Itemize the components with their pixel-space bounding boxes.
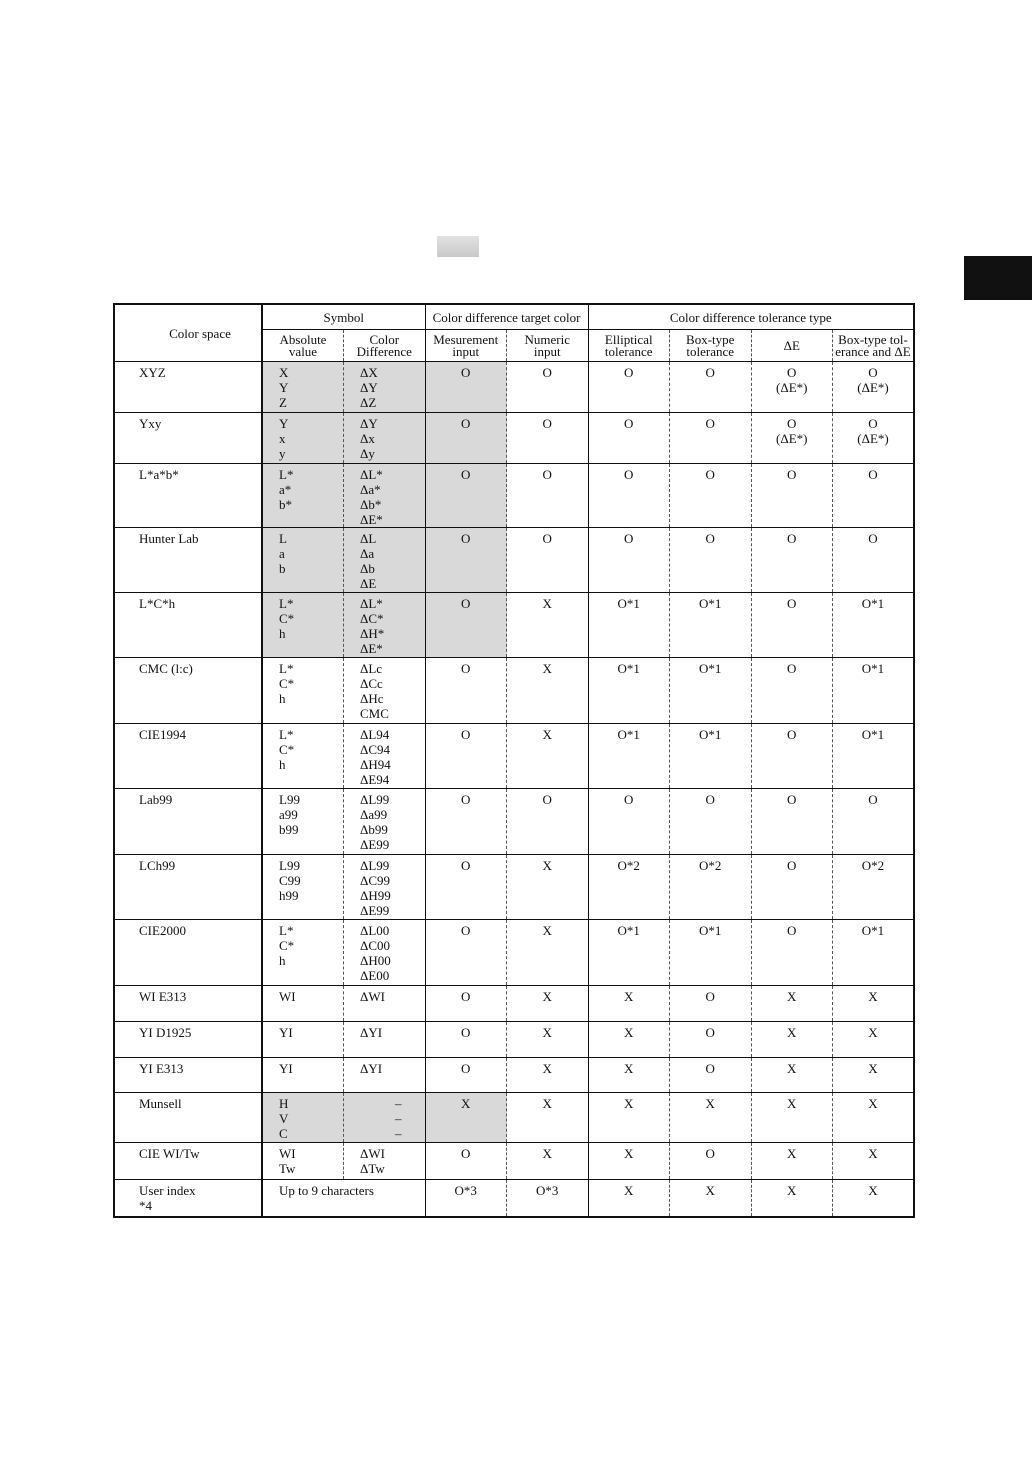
numeric-input-value: X [507, 593, 589, 658]
box-type-and-delta-e-value: O*1 [833, 658, 915, 724]
table-row [114, 855, 914, 920]
box-type-tolerance-value: O [670, 464, 752, 528]
numeric-input-value: X [507, 1093, 589, 1143]
measurement-input-value: O [425, 528, 507, 593]
header-box-type-and-delta-e: Box-type tol- erance and ΔE [833, 330, 915, 362]
measurement-input-value: O [425, 658, 507, 724]
absolute-value-symbols: L* C* h [262, 658, 344, 724]
color-space-name: YI E313 [114, 1058, 262, 1093]
box-type-and-delta-e-value: O (ΔE*) [833, 362, 915, 413]
absolute-value-symbols: L* a* b* [262, 464, 344, 528]
delta-e-value: O [751, 658, 833, 724]
color-difference-symbols: ΔYI [344, 1022, 426, 1058]
elliptical-tolerance-value: X [588, 1180, 670, 1217]
delta-e-value: O [751, 724, 833, 789]
color-difference-symbols: ΔLc ΔCc ΔHc CMC [344, 658, 426, 724]
absolute-value-symbols: WI Tw [262, 1143, 344, 1180]
box-type-and-delta-e-value: X [833, 986, 915, 1022]
table-row [114, 593, 914, 658]
delta-e-value: X [751, 1180, 833, 1217]
table-row [114, 1093, 914, 1143]
measurement-input-value: O [425, 1058, 507, 1093]
delta-e-value: O (ΔE*) [751, 362, 833, 413]
color-space-name: CIE1994 [114, 724, 262, 789]
table-row [114, 789, 914, 855]
box-type-tolerance-value: O [670, 1143, 752, 1180]
measurement-input-value: O [425, 362, 507, 413]
color-difference-symbols: ΔL Δa Δb ΔE [344, 528, 426, 593]
measurement-input-value: O [425, 920, 507, 986]
header-target-color: Color difference target color [425, 304, 588, 330]
measurement-input-value: X [425, 1093, 507, 1143]
measurement-input-value: O [425, 413, 507, 464]
box-type-tolerance-value: O*2 [670, 855, 752, 920]
user-index-name: User index *4 [114, 1180, 262, 1217]
header-elliptical-tolerance: Elliptical tolerance [588, 330, 670, 362]
delta-e-value: X [751, 986, 833, 1022]
color-space-name: LCh99 [114, 855, 262, 920]
table-row [114, 1022, 914, 1058]
absolute-value-symbols: L* C* h [262, 920, 344, 986]
absolute-value-symbols: WI [262, 986, 344, 1022]
box-type-and-delta-e-value: O*2 [833, 855, 915, 920]
numeric-input-value: O [507, 789, 589, 855]
measurement-input-value: O [425, 789, 507, 855]
color-difference-symbols: ΔWI [344, 986, 426, 1022]
elliptical-tolerance-value: O*1 [588, 658, 670, 724]
color-difference-symbols: ΔL* Δa* Δb* ΔE* [344, 464, 426, 528]
elliptical-tolerance-value: X [588, 1093, 670, 1143]
box-type-tolerance-value: O [670, 986, 752, 1022]
box-type-and-delta-e-value: X [833, 1058, 915, 1093]
measurement-input-value: O [425, 986, 507, 1022]
header-absolute-value: Absolute value [262, 330, 344, 362]
delta-e-value: X [751, 1058, 833, 1093]
table-row [114, 986, 914, 1022]
color-space-name: CIE2000 [114, 920, 262, 986]
header-color-space: Color space [114, 304, 262, 362]
color-difference-symbols: ΔL99 Δa99 Δb99 ΔE99 [344, 789, 426, 855]
delta-e-value: O (ΔE*) [751, 413, 833, 464]
numeric-input-value: X [507, 1058, 589, 1093]
header-color-difference: Color Difference [344, 330, 426, 362]
box-type-tolerance-value: O [670, 413, 752, 464]
box-type-tolerance-value: O [670, 528, 752, 593]
box-type-tolerance-value: O*1 [670, 658, 752, 724]
absolute-value-symbols: L* C* h [262, 593, 344, 658]
color-difference-symbols: ΔWI ΔTw [344, 1143, 426, 1180]
elliptical-tolerance-value: O*2 [588, 855, 670, 920]
elliptical-tolerance-value: O [588, 362, 670, 413]
grey-chip [437, 236, 479, 257]
elliptical-tolerance-value: X [588, 1143, 670, 1180]
table-row [114, 724, 914, 789]
box-type-tolerance-value: O [670, 362, 752, 413]
box-type-and-delta-e-value: O [833, 789, 915, 855]
measurement-input-value: O*3 [425, 1180, 507, 1217]
table-row [114, 362, 914, 413]
box-type-tolerance-value: X [670, 1180, 752, 1217]
color-space-name: CIE WI/Tw [114, 1143, 262, 1180]
color-difference-symbols: ΔL00 ΔC00 ΔH00 ΔE00 [344, 920, 426, 986]
box-type-and-delta-e-value: X [833, 1022, 915, 1058]
color-difference-symbols: ΔX ΔY ΔZ [344, 362, 426, 413]
table-row [114, 920, 914, 986]
absolute-value-symbols: Y x y [262, 413, 344, 464]
numeric-input-value: X [507, 1022, 589, 1058]
delta-e-value: O [751, 528, 833, 593]
elliptical-tolerance-value: O*1 [588, 593, 670, 658]
numeric-input-value: X [507, 986, 589, 1022]
box-type-and-delta-e-value: X [833, 1143, 915, 1180]
delta-e-value: O [751, 789, 833, 855]
numeric-input-value: O [507, 464, 589, 528]
chapter-tab-marker [964, 256, 1032, 300]
color-space-name: WI E313 [114, 986, 262, 1022]
color-space-table [113, 303, 915, 1218]
header-delta-e: ΔE [751, 330, 833, 362]
box-type-and-delta-e-value: O [833, 528, 915, 593]
table-row [114, 658, 914, 724]
absolute-value-symbols: L99 C99 h99 [262, 855, 344, 920]
box-type-and-delta-e-value: O (ΔE*) [833, 413, 915, 464]
elliptical-tolerance-value: O [588, 464, 670, 528]
table-row-user-index [114, 1180, 914, 1217]
color-difference-symbols: – – – [344, 1093, 426, 1143]
color-space-name: Yxy [114, 413, 262, 464]
measurement-input-value: O [425, 1143, 507, 1180]
color-difference-symbols: ΔYI [344, 1058, 426, 1093]
color-difference-symbols: ΔL99 ΔC99 ΔH99 ΔE99 [344, 855, 426, 920]
measurement-input-value: O [425, 724, 507, 789]
elliptical-tolerance-value: X [588, 1022, 670, 1058]
absolute-value-symbols: YI [262, 1022, 344, 1058]
elliptical-tolerance-value: O [588, 789, 670, 855]
elliptical-tolerance-value: O*1 [588, 724, 670, 789]
numeric-input-value: X [507, 658, 589, 724]
box-type-tolerance-value: O [670, 1058, 752, 1093]
header-tolerance-type: Color difference tolerance type [588, 304, 914, 330]
table-row [114, 528, 914, 593]
delta-e-value: X [751, 1022, 833, 1058]
color-space-name: YI D1925 [114, 1022, 262, 1058]
header-measurement-input: Mesurement input [425, 330, 507, 362]
box-type-tolerance-value: X [670, 1093, 752, 1143]
absolute-value-symbols: L a b [262, 528, 344, 593]
color-space-name: L*C*h [114, 593, 262, 658]
delta-e-value: X [751, 1093, 833, 1143]
delta-e-value: X [751, 1143, 833, 1180]
measurement-input-value: O [425, 464, 507, 528]
numeric-input-value: O [507, 528, 589, 593]
elliptical-tolerance-value: X [588, 1058, 670, 1093]
box-type-and-delta-e-value: X [833, 1093, 915, 1143]
measurement-input-value: O [425, 593, 507, 658]
color-space-name: L*a*b* [114, 464, 262, 528]
delta-e-value: O [751, 855, 833, 920]
user-index-symbol: Up to 9 characters [262, 1180, 425, 1217]
box-type-and-delta-e-value: X [833, 1180, 915, 1217]
absolute-value-symbols: X Y Z [262, 362, 344, 413]
color-space-name: Hunter Lab [114, 528, 262, 593]
table-row [114, 1143, 914, 1180]
color-space-name: XYZ [114, 362, 262, 413]
delta-e-value: O [751, 920, 833, 986]
table-row [114, 1058, 914, 1093]
elliptical-tolerance-value: O [588, 528, 670, 593]
numeric-input-value: O [507, 413, 589, 464]
color-difference-symbols: ΔL94 ΔC94 ΔH94 ΔE94 [344, 724, 426, 789]
numeric-input-value: X [507, 855, 589, 920]
box-type-tolerance-value: O*1 [670, 920, 752, 986]
box-type-and-delta-e-value: O*1 [833, 593, 915, 658]
table-row [114, 413, 914, 464]
elliptical-tolerance-value: X [588, 986, 670, 1022]
elliptical-tolerance-value: O [588, 413, 670, 464]
absolute-value-symbols: L99 a99 b99 [262, 789, 344, 855]
color-space-name: CMC (l:c) [114, 658, 262, 724]
absolute-value-symbols: YI [262, 1058, 344, 1093]
box-type-tolerance-value: O [670, 1022, 752, 1058]
box-type-tolerance-value: O*1 [670, 593, 752, 658]
delta-e-value: O [751, 593, 833, 658]
elliptical-tolerance-value: O*1 [588, 920, 670, 986]
absolute-value-symbols: L* C* h [262, 724, 344, 789]
measurement-input-value: O [425, 1022, 507, 1058]
header-box-type-tolerance: Box-type tolerance [670, 330, 752, 362]
box-type-tolerance-value: O [670, 789, 752, 855]
color-space-name: Munsell [114, 1093, 262, 1143]
measurement-input-value: O [425, 855, 507, 920]
absolute-value-symbols: H V C [262, 1093, 344, 1143]
header-numeric-input: Numeric input [507, 330, 589, 362]
color-difference-symbols: ΔY Δx Δy [344, 413, 426, 464]
box-type-and-delta-e-value: O*1 [833, 920, 915, 986]
numeric-input-value: O*3 [507, 1180, 589, 1217]
numeric-input-value: O [507, 362, 589, 413]
color-difference-symbols: ΔL* ΔC* ΔH* ΔE* [344, 593, 426, 658]
box-type-and-delta-e-value: O*1 [833, 724, 915, 789]
box-type-tolerance-value: O*1 [670, 724, 752, 789]
delta-e-value: O [751, 464, 833, 528]
table-row [114, 464, 914, 528]
header-symbol: Symbol [262, 304, 425, 330]
color-space-name: Lab99 [114, 789, 262, 855]
numeric-input-value: X [507, 724, 589, 789]
box-type-and-delta-e-value: O [833, 464, 915, 528]
numeric-input-value: X [507, 1143, 589, 1180]
numeric-input-value: X [507, 920, 589, 986]
